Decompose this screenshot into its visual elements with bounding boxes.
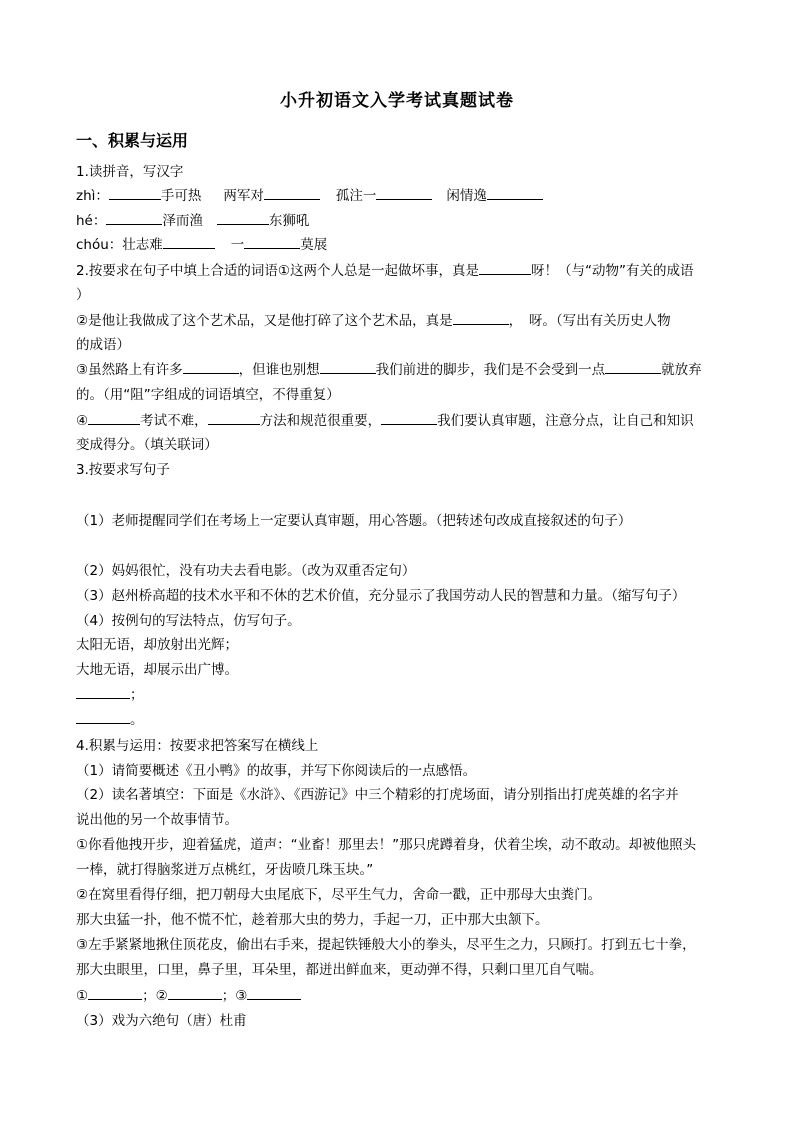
- answer-blank[interactable]: [109, 187, 161, 200]
- question-text: ，但谁也别想: [238, 362, 320, 378]
- q1-row-he: [76, 212, 309, 230]
- answer-blank[interactable]: [453, 312, 509, 325]
- question-text: 就放弃: [661, 362, 702, 378]
- q1-row-chou: [76, 236, 327, 254]
- answer-label: ；③: [221, 988, 248, 1004]
- answer-blank[interactable]: [106, 212, 162, 225]
- answer-blank[interactable]: [264, 187, 320, 200]
- passage-1: ①你看他拽开步，迎着猛虎，道声：“业畜！那里去！”那只虎蹲着身，伏着尘埃，动不敢动。却被他照头: [76, 837, 697, 853]
- question-text: 方法和规范很重要，: [259, 413, 382, 429]
- q2-line-1: [76, 262, 693, 280]
- punctuation: ；: [130, 687, 144, 703]
- q2-line-1-cont: ）: [76, 287, 90, 303]
- answer-label: ①: [76, 988, 89, 1004]
- example-sentence-1: 太阳无语，却放射出光辉；: [76, 637, 238, 653]
- passage-2-cont: 那大虫猛一扑，他不慌不忙，趁着那大虫的势力，手起一刀，正中那大虫颔下。: [76, 912, 549, 928]
- word-fragment: 莫展: [300, 237, 328, 253]
- question-text: 我们前进的脚步，我们是不会受到一点: [375, 362, 606, 378]
- imitation-line-2: [76, 711, 144, 729]
- imitation-line-1: [76, 686, 144, 704]
- answer-blank[interactable]: [320, 361, 376, 374]
- answer-label: ；②: [142, 988, 168, 1004]
- q2-line-3: [76, 361, 702, 379]
- q3-heading: 3.按要求写句子: [76, 462, 170, 478]
- word-fragment: 东狮吼: [268, 213, 310, 229]
- example-sentence-2: 大地无语，却展示出广博。: [76, 662, 238, 678]
- q3-sub-4: （4）按例句的写法特点，仿写句子。: [76, 613, 301, 629]
- q3-sub-1: （1）老师提醒同学们在考场上一定要认真审题，用心答题。（把转述句改成直接叙述的句子）: [76, 513, 632, 529]
- word-fragment: 手可热: [160, 188, 202, 204]
- punctuation: 。: [130, 712, 144, 728]
- q4-sub-1: （1）请简要概述《丑小鸭》的故事，并写下你阅读后的一点感悟。: [76, 763, 477, 779]
- q2-line-4: [76, 412, 694, 430]
- pinyin-label: hé：: [76, 213, 107, 229]
- question-text: 我们要认真审题，注意分点，让自己和知识: [437, 413, 694, 429]
- answer-blank[interactable]: [376, 187, 432, 200]
- question-text: ， 呀。（写出有关历史人物: [508, 313, 671, 329]
- word-fragment: 闲情逸: [446, 188, 487, 204]
- answer-blank[interactable]: [88, 987, 142, 1000]
- q2-line-4-cont: 变成得分。（填关联词）: [76, 437, 218, 453]
- question-text: 2.按要求在句子中填上合适的词语①这两个人总是一起做坏事，真是: [76, 263, 479, 279]
- question-text: ③虽然路上有许多: [76, 362, 183, 378]
- passage-2: ②在窝里看得仔细，把刀朝母大虫尾底下，尽平生气力，舍命一戳，正中那母大虫粪门。: [76, 887, 602, 903]
- q2-line-3-cont: 的。（用“阻”字组成的词语填空，不得重复）: [76, 387, 340, 403]
- question-text: 呀！（与“动物”有关的成语: [530, 263, 694, 279]
- question-text: ②是他让我做成了这个艺术品，又是他打碎了这个艺术品，真是: [76, 313, 453, 329]
- word-fragment: 泽而渔: [162, 213, 203, 229]
- question-text: 考试不难，: [140, 413, 208, 429]
- q4-sub-2-cont: 说出他的另一个故事情节。: [76, 812, 238, 828]
- answer-blank[interactable]: [163, 236, 215, 249]
- answer-blank[interactable]: [247, 987, 301, 1000]
- answer-blank[interactable]: [76, 711, 130, 724]
- q1-row-zhi: [76, 187, 543, 205]
- answer-blank[interactable]: [168, 987, 222, 1000]
- q4-sub-3: （3）戏为六绝句（唐）杜甫: [76, 1013, 247, 1029]
- word-fragment: 一: [230, 237, 245, 253]
- q2-line-2-cont: 的成语）: [76, 337, 130, 353]
- q3-sub-2: （2）妈妈很忙，没有功夫去看电影。（改为双重否定句）: [76, 563, 416, 579]
- answer-blank[interactable]: [208, 412, 260, 425]
- q4-sub-2: （2）读名著填空：下面是《水浒》、《西游记》中三个精彩的打虎场面，请分别指出打虎英雄的名字并: [76, 787, 679, 803]
- answer-blank[interactable]: [487, 187, 543, 200]
- answer-blank[interactable]: [479, 262, 531, 275]
- answer-blank[interactable]: [244, 236, 300, 249]
- q1-heading: 1.读拼音，写汉字: [76, 164, 184, 180]
- hero-answers: [76, 987, 301, 1005]
- question-text: ④: [76, 413, 89, 429]
- answer-blank[interactable]: [381, 412, 437, 425]
- word-fragment: 壮志难: [122, 237, 163, 253]
- q4-heading: 4.积累与运用：按要求把答案写在横线上: [76, 738, 319, 754]
- q3-sub-3: （3）赵州桥高超的技术水平和不休的艺术价值，充分显示了我国劳动人民的智慧和力量。（缩写句子）: [76, 588, 686, 604]
- pinyin-label: chóu：: [76, 237, 123, 253]
- answer-blank[interactable]: [88, 412, 140, 425]
- word-fragment: 孤注一: [335, 188, 377, 204]
- word-fragment: 两军对: [223, 188, 264, 204]
- answer-blank[interactable]: [76, 686, 130, 699]
- passage-3-cont: 那大虫眼里，口里，鼻子里，耳朵里，都迸出鲜血来，更动弹不得，只剩口里兀自气喘。: [76, 962, 603, 978]
- q2-line-2: [76, 312, 671, 330]
- answer-blank[interactable]: [605, 361, 661, 374]
- answer-blank[interactable]: [183, 361, 239, 374]
- page-title: 小升初语文入学考试真题试卷: [280, 91, 514, 111]
- passage-1-cont: 一棒，就打得脑浆迸万点桃红，牙齿喷几珠玉块。”: [76, 862, 374, 878]
- pinyin-label: zhì：: [76, 188, 109, 204]
- answer-blank[interactable]: [217, 212, 269, 225]
- section-heading: 一、积累与运用: [76, 131, 189, 150]
- passage-3: ③左手紧紧地揪住顶花皮，偷出右手来，提起铁锤般大小的拳头，尽平生之力，只顾打。打到五七十拳，: [76, 937, 696, 953]
